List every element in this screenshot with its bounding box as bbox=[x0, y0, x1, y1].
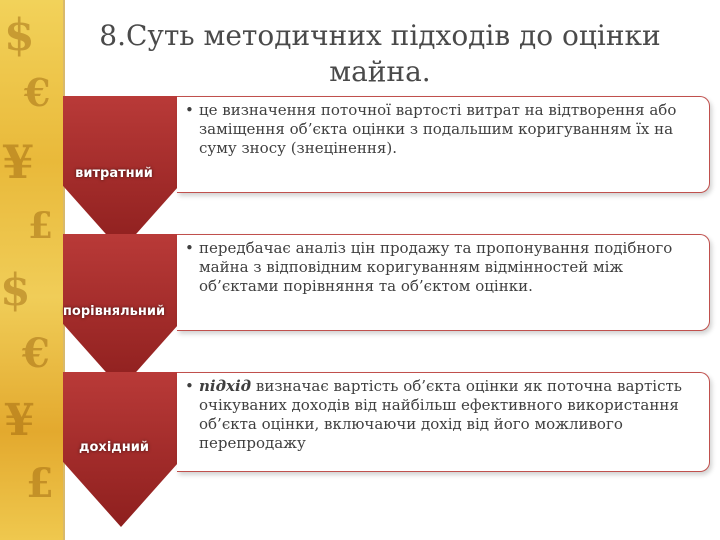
approach-description-emphasis: підхід bbox=[199, 377, 252, 395]
page-title bbox=[80, 18, 680, 90]
approach-description-box-comparative bbox=[177, 234, 710, 331]
title-line-1: 8.Суть методичних підходів до оцінки bbox=[99, 19, 661, 52]
approach-description-box-cost bbox=[177, 96, 710, 193]
approach-label-income: дохідний bbox=[79, 440, 149, 455]
approach-label-comparative: порівняльний bbox=[62, 304, 166, 319]
approach-label-cost: витратний bbox=[75, 166, 153, 181]
approach-description-cost: • це визначення поточної вартості витрат на відтворення або заміщення об’єкта оцінки з подальшим коригуванням їх на суму зносу (знецінення). bbox=[185, 101, 701, 158]
decorative-side-strip: $ € ¥ £ $ € ¥ £ bbox=[0, 0, 63, 540]
title-line-2: майна. bbox=[329, 55, 431, 88]
approach-description-income bbox=[185, 377, 701, 453]
approach-description-box-income bbox=[177, 372, 710, 472]
approach-description-income-text: визначає вартість об’єкта оцінки як поточна вартість очікуваних доходів від найбільш ефективного використання об’єкта оцінки, включаючи дохід від його можливого перепродажу bbox=[199, 377, 682, 452]
approach-description-comparative: • передбачає аналіз цін продажу та пропонування подібного майна з відповідним коригуванням відмінностей між об’єктами порівняння та об’єктом оцінки. bbox=[185, 239, 701, 296]
